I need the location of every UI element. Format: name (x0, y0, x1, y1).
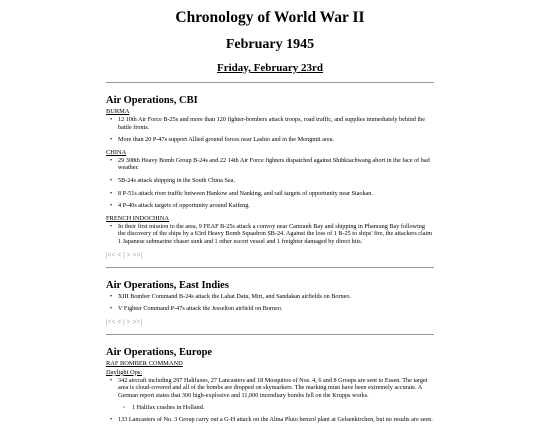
list-item: • XIII Bomber Command B-24s attack the Lahat Datu, Miri, and Sandakan airfields on Borneo. (118, 293, 434, 301)
region-link-raf[interactable]: RAF BOMBER COMMAND (106, 359, 183, 367)
divider (106, 267, 434, 268)
divider (106, 82, 434, 83)
region-link-daylight[interactable]: Daylight Ops: (106, 368, 143, 376)
page-content (0, 9, 434, 424)
section-title-europe: Air Operations, Europe (106, 346, 213, 358)
list-item: • 5B-24s attack shipping in the South China Sea. (118, 177, 434, 185)
page-title: Chronology of World War II (175, 9, 365, 26)
nav-next-button[interactable]: > (126, 250, 131, 259)
list-item: • V Fighter Command P-47s attack the Jesselton airfield on Borneo. (118, 305, 434, 313)
nav-first-button[interactable]: |<< (106, 250, 116, 259)
list-item: • More than 20 P-47s support Allied ground forces near Lashio and in the Mongmit area. (118, 136, 434, 144)
nav-prev-button[interactable]: < (117, 250, 122, 259)
sub-list-item: ◦ 1 Halifax crashes in Holland. (132, 404, 434, 412)
date-link[interactable]: Friday, February 23rd (216, 62, 324, 74)
list-item-text: 342 aircraft including 297 Halifaxes, 27 Lancasters and 18 Mosquitos of Nos. 4, 6 and 8 Groups are sent to Essen. The target area is cloud-covered and all of the bombs are dropped on skymarkers. The marking must have been extremely accurate. A German report states that 300 high-explosive and 11,000 incendiary bombs fell on the Krupps works. (118, 376, 428, 399)
nav-separator: | (123, 250, 125, 259)
list-indochina (106, 223, 434, 246)
region-link-burma[interactable]: BURMA (106, 108, 130, 115)
list-item: • 4 P-40s attack targets of opportunity around Kaifeng. (118, 202, 434, 210)
section-title-cbi: Air Operations, CBI (106, 95, 198, 106)
region-link-indochina[interactable]: FRENCH INDOCHINA (106, 214, 170, 222)
nav-prev-button[interactable]: < (117, 317, 122, 326)
divider (106, 334, 434, 335)
region-link-china[interactable]: CHINA (106, 148, 127, 156)
nav-last-button[interactable]: >>| (132, 250, 142, 259)
list-item: • 29 308th Heavy Bomb Group B-24s and 22 14th Air Force fighters dispatched against Shihkiachwang abort in the face of bad weather. (118, 157, 434, 172)
nav-separator: | (123, 317, 125, 326)
list-item: • 12 10th Air Force B-25s and more than 120 fighter-bombers attack troops, road traffic, and supplies immediately behind the battle fronts. (118, 116, 434, 131)
nav-last-button[interactable]: >>| (132, 317, 142, 326)
list-item: • 8 P-51s attack river traffic between Hankow and Nanking, and rail targets of opportunity near Siaokan. (118, 190, 434, 198)
nav-arrows (106, 251, 434, 260)
nav-next-button[interactable]: > (126, 317, 131, 326)
list-burma (106, 116, 434, 144)
nav-arrows (106, 318, 434, 327)
list-eastindies (106, 293, 434, 313)
list-item: • 133 Lancasters of No. 3 Group carry out a G-H attack on the Alma Pluto benzol plant at Gelsenkirchen, but no results are seen. (118, 416, 434, 424)
list-china (106, 157, 434, 210)
nav-first-button[interactable]: |<< (106, 317, 116, 326)
page-subtitle: February 1945 (225, 37, 315, 52)
list-item: • In their first mission to the area, 9 FEAF B-25s attack a convoy near Camranh Bay and shipping in Phanrang Bay following the discovery of the ships by a 63rd Heavy Bomb Squadron SB-24. Against the loss of 1 B-25 to ships' fire, the attackers claim 1 Japanese submarine chaser sunk and 1 other escort vessel and 1 freighter damaged by direct hits. (118, 223, 434, 246)
list-item (118, 377, 434, 411)
section-title-eastindies: Air Operations, East Indies (106, 279, 229, 291)
list-europe (106, 377, 434, 424)
